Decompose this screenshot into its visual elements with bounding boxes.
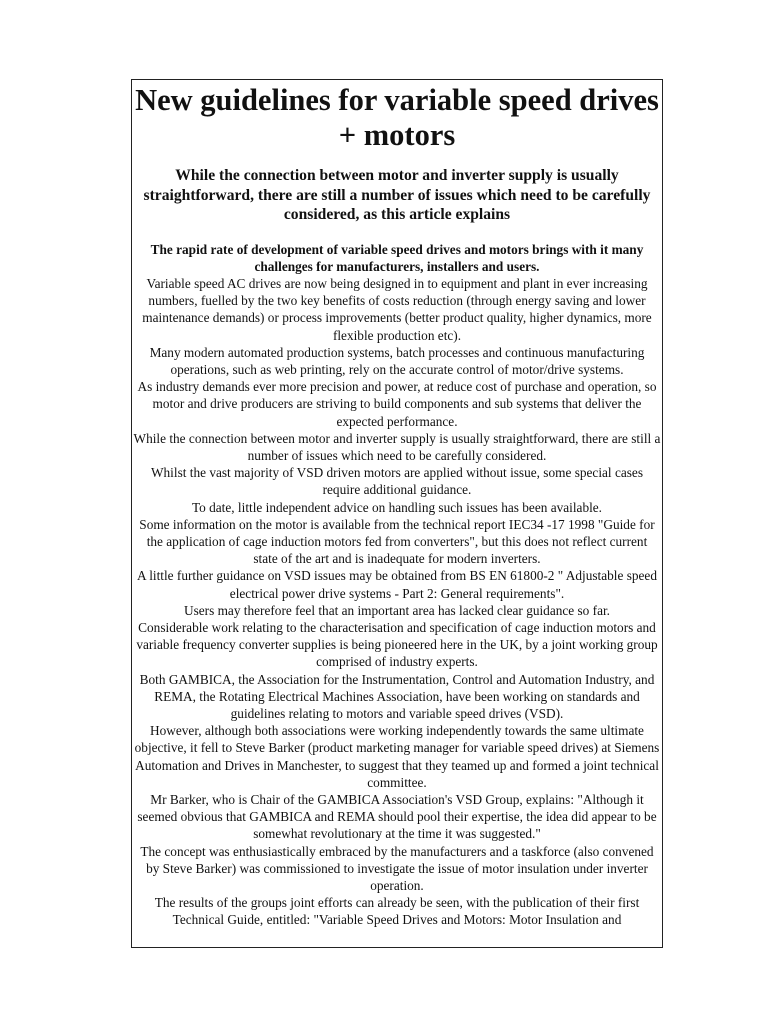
body-paragraph: A little further guidance on VSD issues may be obtained from BS EN 61800-2 " Adjustable speed electrical power drive systems - Part 2: General requirements".	[137, 568, 657, 601]
body-paragraph: Variable speed AC drives are now being designed in to equipment and plant in ever increasing numbers, fuelled by the two key benefits of costs reduction (through energy saving and lower maintenance demands) or process improvements (better product quality, higher dynamics, more flexible production etc).	[142, 275, 652, 343]
body-paragraph: Many modern automated production systems, batch processes and continuous manufacturing operations, such as web printing, rely on the accurate control of motor/drive systems.	[149, 344, 645, 377]
body-paragraph: While the connection between motor and inverter supply is usually straightforward, there are still a number of issues which need to be carefully considered.	[133, 430, 661, 463]
body-paragraph: Whilst the vast majority of VSD driven motors are applied without issue, some special cases require additional guidance.	[150, 465, 643, 498]
body-paragraph: Considerable work relating to the characterisation and specification of cage induction motors and variable frequency converter supplies is being pioneered here in the UK, by a joint working group comprised of industry experts.	[136, 619, 658, 670]
body-paragraph: To date, little independent advice on handling such issues has been available.	[191, 499, 603, 515]
body-paragraph: Users may therefore feel that an important area has lacked clear guidance so far.	[183, 602, 611, 618]
body-paragraph: However, although both associations were working independently towards the same ultimate objective, it fell to Steve Barker (product marketing manager for variable speed drives) at Siemens Automation and Drives in Manchester, to suggest that they teamed up and formed a joint technical committee.	[134, 723, 660, 790]
body-paragraph: Both GAMBICA, the Association for the Instrumentation, Control and Automation Industry, and REMA, the Rotating Electrical Machines Association, have been working on standards and guidelines relating to motors and variable speed drives (VSD).	[139, 671, 655, 721]
article-body	[132, 275, 662, 929]
body-paragraph: The concept was enthusiastically embraced by the manufacturers and a taskforce (also convened by Steve Barker) was commissioned to investigate the issue of motor insulation under inverter operation.	[140, 843, 654, 894]
document-page	[131, 79, 663, 948]
article-subtitle: While the connection between motor and inverter supply is usually straightforward, there are still a number of issues which need to be carefully considered, as this article explains	[143, 167, 651, 223]
body-paragraph: The results of the groups joint efforts can already be seen, with the publication of their first Technical Guide, entitled: "Variable Speed Drives and Motors: Motor Insulation and	[154, 895, 640, 928]
article-title: New guidelines for variable speed drives + motors	[135, 83, 659, 152]
body-paragraph: Some information on the motor is available from the technical report IEC34 -17 1998 "Guide for the application of cage induction motors fed from converters", but this does not reflect current state of the art and is inadequate for modern inverters.	[139, 516, 655, 567]
body-paragraph: As industry demands ever more precision and power, at reduce cost of purchase and operation, so motor and drive producers are striving to build components and sub systems that deliver the expected performance.	[137, 379, 657, 429]
article-lead: The rapid rate of development of variable speed drives and motors brings with it many challenges for manufacturers, installers and users.	[150, 241, 644, 274]
body-paragraph: Mr Barker, who is Chair of the GAMBICA Association's VSD Group, explains: "Although it seemed obvious that GAMBICA and REMA should pool their expertise, the idea did appear to be somewhat revolutionary at the time it was suggested."	[137, 792, 657, 842]
